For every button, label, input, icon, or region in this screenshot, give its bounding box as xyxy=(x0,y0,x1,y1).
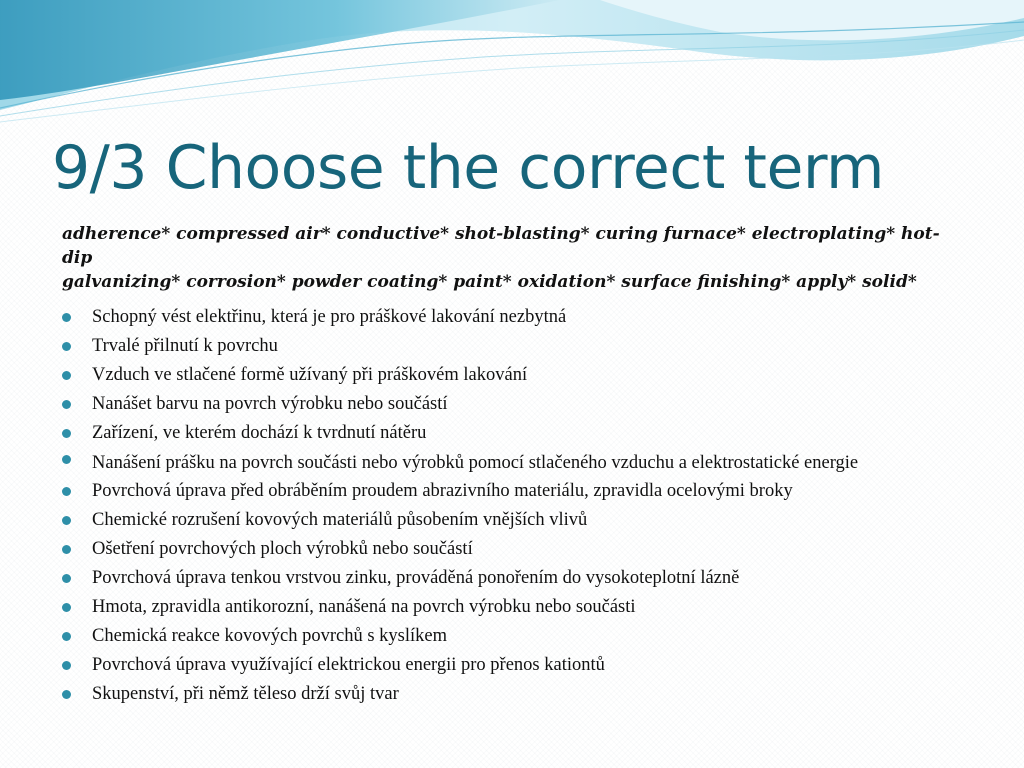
slide-title: 9/3 Choose the correct term xyxy=(52,133,884,203)
bullet-icon xyxy=(62,429,71,438)
term-bank-line: adherence* compressed air* conductive* shot-blasting* curing furnace* electroplating* hot-dip xyxy=(62,224,940,268)
bullet-icon xyxy=(62,603,71,612)
list-item xyxy=(60,535,940,564)
list-item xyxy=(60,564,940,593)
definition-text: Zařízení, ve kterém dochází k tvrdnutí nátěru xyxy=(92,423,427,443)
list-item xyxy=(60,303,940,332)
bullet-icon xyxy=(62,545,71,554)
bullet-icon xyxy=(62,632,71,641)
definition-text: Chemické rozrušení kovových materiálů působením vnějších vlivů xyxy=(92,510,588,530)
bullet-icon xyxy=(62,455,71,464)
bullet-icon xyxy=(62,400,71,409)
definition-text: Chemická reakce kovových povrchů s kyslíkem xyxy=(92,626,447,646)
definition-text: Povrchová úprava využívající elektrickou energii pro přenos kationtů xyxy=(92,655,605,675)
list-item xyxy=(60,448,940,477)
list-item xyxy=(60,477,940,506)
bullet-icon xyxy=(62,690,71,699)
bullet-icon xyxy=(62,371,71,380)
definition-text: Vzduch ve stlačené formě užívaný při práškovém lakování xyxy=(92,365,528,385)
list-item xyxy=(60,622,940,651)
list-item xyxy=(60,332,940,361)
list-item xyxy=(60,506,940,535)
bullet-icon xyxy=(62,574,71,583)
definition-text: Hmota, zpravidla antikorozní, nanášená na povrch výrobku nebo součásti xyxy=(92,597,636,617)
list-item xyxy=(60,390,940,419)
definition-text: Povrchová úprava tenkou vrstvou zinku, prováděná ponořením do vysokoteplotní lázně xyxy=(92,568,740,588)
definition-text: Nanášet barvu na povrch výrobku nebo součástí xyxy=(92,394,448,414)
definition-text: Trvalé přilnutí k povrchu xyxy=(92,336,278,356)
definition-text: Schopný vést elektřinu, která je pro práškové lakování nezbytná xyxy=(92,307,567,327)
list-item xyxy=(60,419,940,448)
bullet-icon xyxy=(62,516,71,525)
list-item xyxy=(60,361,940,390)
definition-text: Nanášení prášku na povrch součásti nebo výrobků pomocí stlačeného vzduchu a elektrostatické energie xyxy=(92,453,859,473)
header-wave-decoration xyxy=(0,0,1024,140)
definition-text: Skupenství, při němž těleso drží svůj tvar xyxy=(92,684,399,704)
list-item xyxy=(60,593,940,622)
bullet-icon xyxy=(62,313,71,322)
term-bank-line: galvanizing* corrosion* powder coating* paint* oxidation* surface finishing* apply* solid* xyxy=(62,272,917,292)
list-item xyxy=(60,651,940,680)
bullet-icon xyxy=(62,342,71,351)
bullet-icon xyxy=(62,487,71,496)
definition-list xyxy=(60,303,940,709)
definition-text: Ošetření povrchových ploch výrobků nebo součástí xyxy=(92,539,473,559)
term-bank xyxy=(62,222,962,294)
bullet-icon xyxy=(62,661,71,670)
list-item xyxy=(60,680,940,709)
definition-text: Povrchová úprava před obráběním proudem abrazivního materiálu, zpravidla ocelovými broky xyxy=(92,481,793,501)
